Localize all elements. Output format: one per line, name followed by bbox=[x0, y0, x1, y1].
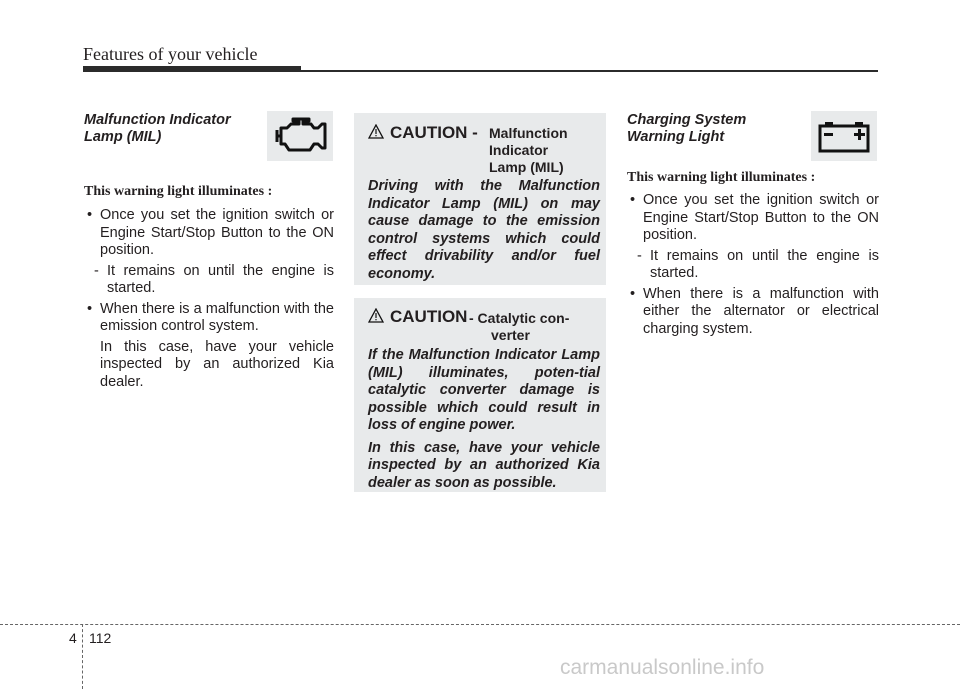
charging-title-line2: Warning Light bbox=[627, 129, 725, 145]
caution2-paragraph2: In this case, have your vehicle inspected by an authorized Kia dealer as soon as possible. bbox=[368, 439, 600, 491]
mil-title-line1: Malfunction Indicator bbox=[84, 112, 231, 128]
bullet-dot: • bbox=[630, 192, 636, 208]
mil-title bbox=[84, 112, 264, 146]
footer-divider bbox=[82, 624, 83, 689]
charging-lead: This warning light illuminates : bbox=[627, 170, 816, 185]
caution2-paragraph1: If the Malfunction Indicator Lamp (MIL) illuminates, poten-tial catalytic converter damage is possible which could result in loss of engine power. bbox=[368, 347, 600, 433]
caution2-subtitle-line2: verter bbox=[491, 327, 530, 343]
mil-bullet1-sub-text: It remains on until the engine is started. bbox=[107, 262, 334, 296]
warning-triangle-icon bbox=[368, 308, 384, 323]
caution-box-mil bbox=[354, 113, 606, 285]
caution1-sub-line1: Malfunction bbox=[489, 125, 568, 141]
header-bar-thick bbox=[83, 66, 301, 72]
charging-bullet1-sub-text: It remains on until the engine is started. bbox=[650, 247, 879, 281]
battery-icon bbox=[811, 111, 877, 161]
mil-bullet2-para: In this case, have your vehicle inspected by an authorized Kia dealer. bbox=[100, 338, 334, 390]
watermark: carmanualsonline.info bbox=[560, 656, 765, 679]
caution1-word: CAUTION - bbox=[390, 123, 478, 142]
bullet-dot: • bbox=[87, 207, 93, 223]
charging-body bbox=[627, 192, 879, 338]
caution2-text bbox=[368, 347, 600, 497]
bullet-dot: • bbox=[87, 300, 93, 317]
charging-bullet2 bbox=[627, 286, 879, 339]
charging-bullet1-text: Once you set the ignition switch or Engine Start/Stop Button to the ON position. bbox=[643, 192, 879, 243]
charging-title bbox=[627, 112, 807, 146]
sub-dash: - bbox=[637, 247, 642, 264]
footer-rule bbox=[0, 624, 960, 625]
mil-bullet1-text: Once you set the ignition switch or Engine Start/Stop Button to the ON position. bbox=[100, 207, 334, 258]
header-bar-thin bbox=[300, 70, 878, 72]
mil-bullet1 bbox=[84, 207, 334, 260]
caution-box-catalytic bbox=[354, 298, 606, 492]
mil-bullet1-sub bbox=[84, 263, 334, 298]
mil-bullet2 bbox=[84, 301, 334, 336]
header-title: Features of your vehicle bbox=[83, 44, 258, 64]
caution2-subtitle-line1: - Catalytic con- bbox=[469, 310, 570, 326]
chapter-number: 4 bbox=[69, 630, 77, 646]
mil-title-line2: Lamp (MIL) bbox=[84, 129, 162, 145]
caution2-word: CAUTION bbox=[390, 307, 468, 326]
caution1-subtitle bbox=[489, 125, 568, 176]
check-engine-icon bbox=[267, 111, 333, 161]
page-number: 112 bbox=[89, 630, 112, 646]
sub-dash: - bbox=[94, 262, 99, 279]
caution1-sub-line3: Lamp (MIL) bbox=[489, 159, 564, 175]
charging-title-line1: Charging System bbox=[627, 112, 747, 128]
charging-bullet2-text: When there is a malfunction with either the alternator or electrical charging system. bbox=[643, 285, 879, 337]
caution1-text bbox=[368, 178, 600, 288]
charging-bullet1 bbox=[627, 192, 879, 245]
mil-body bbox=[84, 207, 334, 391]
mil-bullet2-text: When there is a malfunction with the emission control system. bbox=[100, 300, 334, 334]
bullet-dot: • bbox=[630, 285, 636, 302]
charging-bullet1-sub bbox=[627, 248, 879, 283]
caution1-paragraph: Driving with the Malfunction Indicator Lamp (MIL) on may cause damage to the emission control systems which could effect drivability and/or fuel economy. bbox=[368, 178, 600, 282]
warning-triangle-icon bbox=[368, 124, 384, 139]
mil-lead: This warning light illuminates : bbox=[84, 184, 273, 199]
caution1-sub-line2: Indicator bbox=[489, 142, 549, 158]
